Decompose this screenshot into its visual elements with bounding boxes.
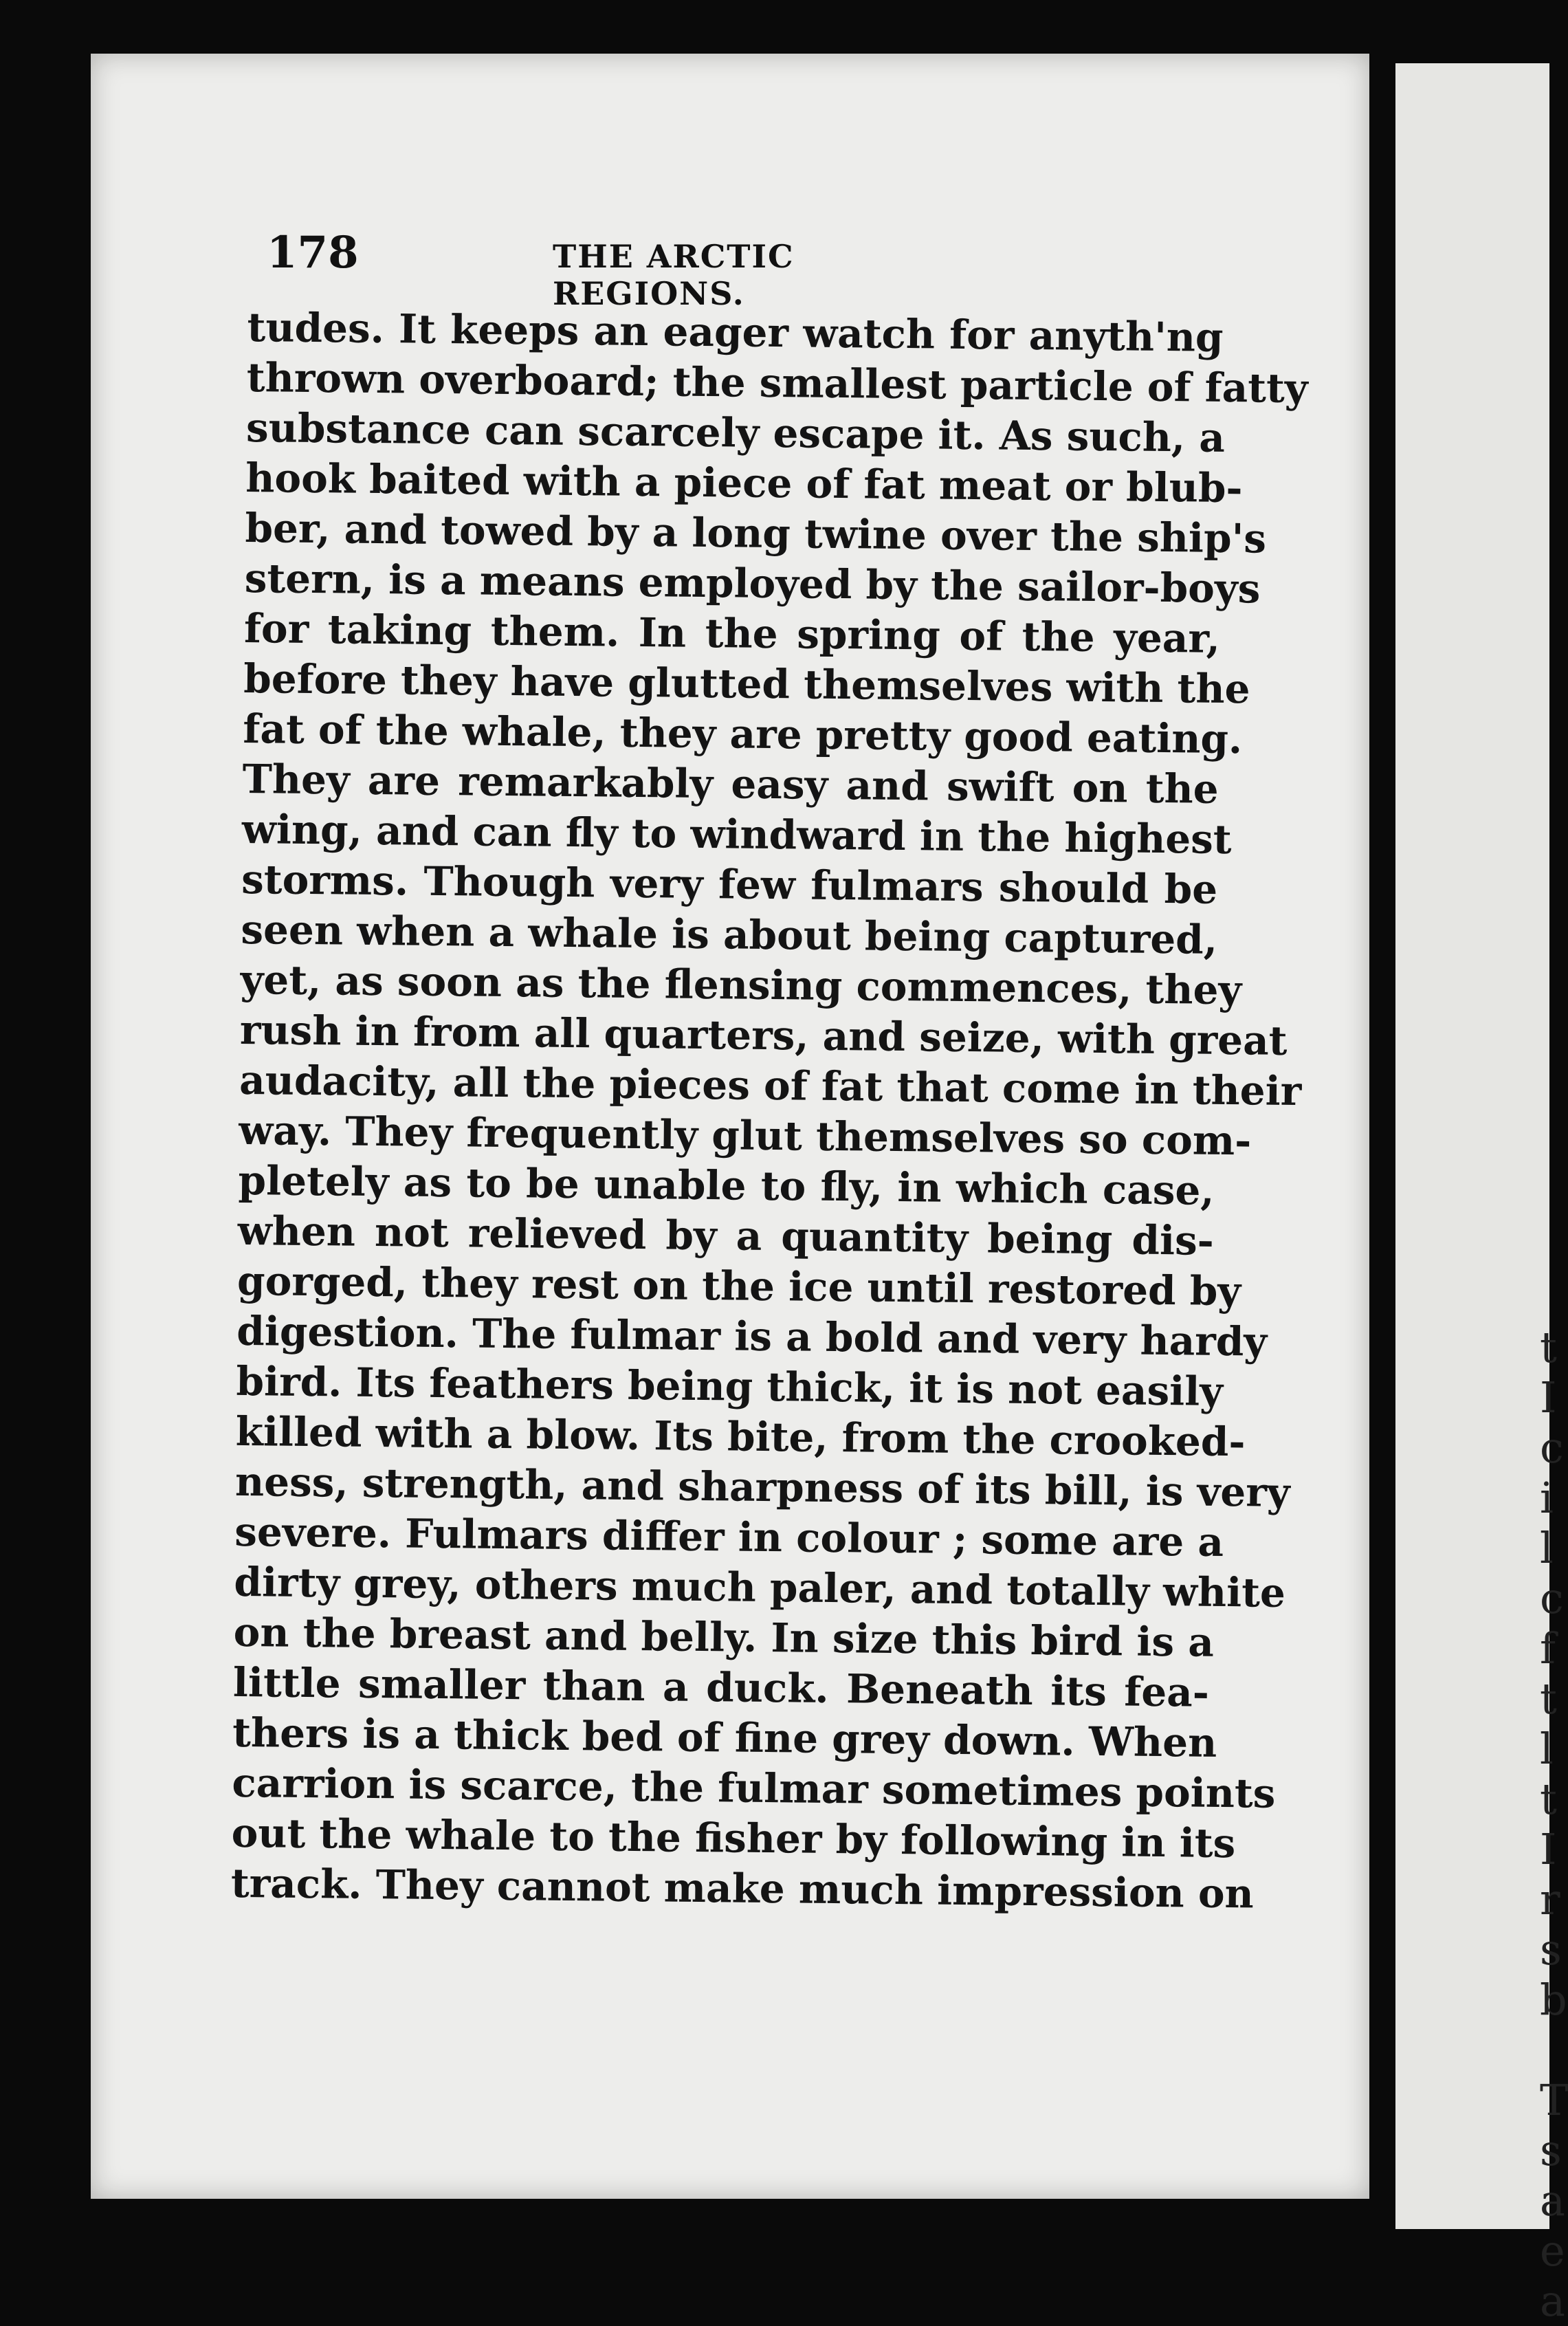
running-head: THE ARCTIC REGIONS. bbox=[553, 238, 795, 312]
text-line: dirty grey, others much paler, and totally white bbox=[234, 1558, 1286, 1616]
adjacent-page-letter: b bbox=[1540, 1975, 1567, 2025]
text-line: wing, and can fly to windward in the highest bbox=[241, 805, 1233, 864]
text-line: gorged, they rest on the ice until restored by bbox=[236, 1257, 1241, 1315]
adjacent-page-letter bbox=[1540, 1021, 1568, 1071]
adjacent-page-edge bbox=[1395, 63, 1568, 2326]
text-line: when not relieved by a quantity being dis- bbox=[237, 1207, 1215, 1264]
adjacent-page-letter bbox=[1540, 1172, 1568, 1222]
adjacent-page-letter bbox=[1540, 971, 1568, 1021]
adjacent-page-letter: s bbox=[1540, 2125, 1562, 2175]
text-line: storms. Though very few fulmars should be bbox=[241, 855, 1218, 913]
adjacent-page-letter: c bbox=[1540, 1423, 1564, 1473]
text-line: yet, as soon as the flensing commences, they bbox=[240, 956, 1242, 1014]
text-line: pletely as to be unable to fly, in which case, bbox=[238, 1156, 1215, 1214]
text-line: substance can scarcely escape it. As such, a bbox=[245, 404, 1226, 461]
adjacent-page-letter: e bbox=[1540, 2226, 1565, 2276]
adjacent-page-letter: T bbox=[1540, 2075, 1568, 2125]
text-line: hook baited with a piece of fat meat or blub- bbox=[245, 454, 1243, 512]
page-header bbox=[267, 227, 954, 312]
adjacent-page-letter bbox=[1540, 1272, 1568, 1322]
adjacent-page-letter: c bbox=[1540, 1573, 1564, 1623]
adjacent-page-letter bbox=[1540, 1071, 1568, 1121]
body-text bbox=[230, 303, 1308, 1919]
text-line: stern, is a means employed by the sailor-boys bbox=[244, 554, 1261, 613]
text-line: bird. Its feathers being thick, it is not easily bbox=[236, 1357, 1224, 1415]
text-line: ber, and towed by a long twine over the ship's bbox=[245, 504, 1267, 562]
text-line: thrown overboard; the smallest particle of fatty bbox=[246, 353, 1308, 413]
adjacent-page-letter: t bbox=[1540, 1774, 1557, 1824]
text-line: before they have glutted themselves with the bbox=[243, 655, 1250, 713]
text-line: They are remarkably easy and swift on the bbox=[242, 755, 1219, 813]
text-line: way. They frequently glut themselves so com- bbox=[239, 1106, 1252, 1165]
adjacent-page-letter bbox=[1540, 2025, 1568, 2075]
page-number: 178 bbox=[267, 227, 359, 278]
adjacent-page-letter: l bbox=[1540, 1523, 1554, 1573]
adjacent-page-letter: i bbox=[1540, 1473, 1554, 1523]
adjacent-page-letters bbox=[1540, 971, 1568, 2326]
text-line: killed with a blow. Its bite, from the crooked- bbox=[235, 1407, 1246, 1466]
adjacent-page-letter: a bbox=[1540, 2175, 1565, 2226]
text-line: track. They cannot make much impression on bbox=[230, 1859, 1255, 1918]
adjacent-page-letter bbox=[1540, 1222, 1568, 1272]
adjacent-page-letter: l bbox=[1540, 1724, 1554, 1774]
text-line: seen when a whale is about being captured, bbox=[241, 906, 1218, 963]
adjacent-page-letter: f bbox=[1540, 1623, 1556, 1674]
adjacent-page-letter: I bbox=[1540, 1824, 1557, 1874]
text-line: audacity, all the pieces of fat that come in their bbox=[239, 1056, 1302, 1115]
adjacent-page-letter: t bbox=[1540, 1674, 1557, 1724]
adjacent-page-letter: s bbox=[1540, 1924, 1562, 1975]
text-line: carrion is scarce, the fulmar sometimes points bbox=[232, 1759, 1276, 1817]
adjacent-page-letter: I bbox=[1540, 1372, 1557, 1423]
adjacent-page-letter: r bbox=[1540, 1874, 1560, 1924]
text-line: digestion. The fulmar is a bold and very hardy bbox=[236, 1307, 1268, 1365]
text-line: ness, strength, and sharpness of its bill, is very bbox=[234, 1458, 1290, 1516]
text-line: thers is a thick bed of fine grey down. When bbox=[232, 1709, 1217, 1766]
text-line: out the whale to the fisher by following in its bbox=[231, 1809, 1236, 1867]
text-line: little smaller than a duck. Beneath its fea- bbox=[232, 1658, 1210, 1716]
text-line: rush in from all quarters, and seize, with great bbox=[239, 1006, 1288, 1064]
adjacent-page-letter bbox=[1540, 1121, 1568, 1172]
adjacent-page-letter: a bbox=[1540, 2276, 1565, 2326]
adjacent-page-letter: t bbox=[1540, 1322, 1557, 1372]
text-line: tudes. It keeps an eager watch for anyth'ng bbox=[247, 303, 1224, 361]
text-line: fat of the whale, they are pretty good eating. bbox=[243, 705, 1243, 763]
text-line: severe. Fulmars differ in colour ; some are a bbox=[234, 1508, 1224, 1566]
text-line: on the breast and belly. In size this bird is a bbox=[233, 1608, 1215, 1666]
text-line: for taking them. In the spring of the year, bbox=[243, 604, 1221, 662]
